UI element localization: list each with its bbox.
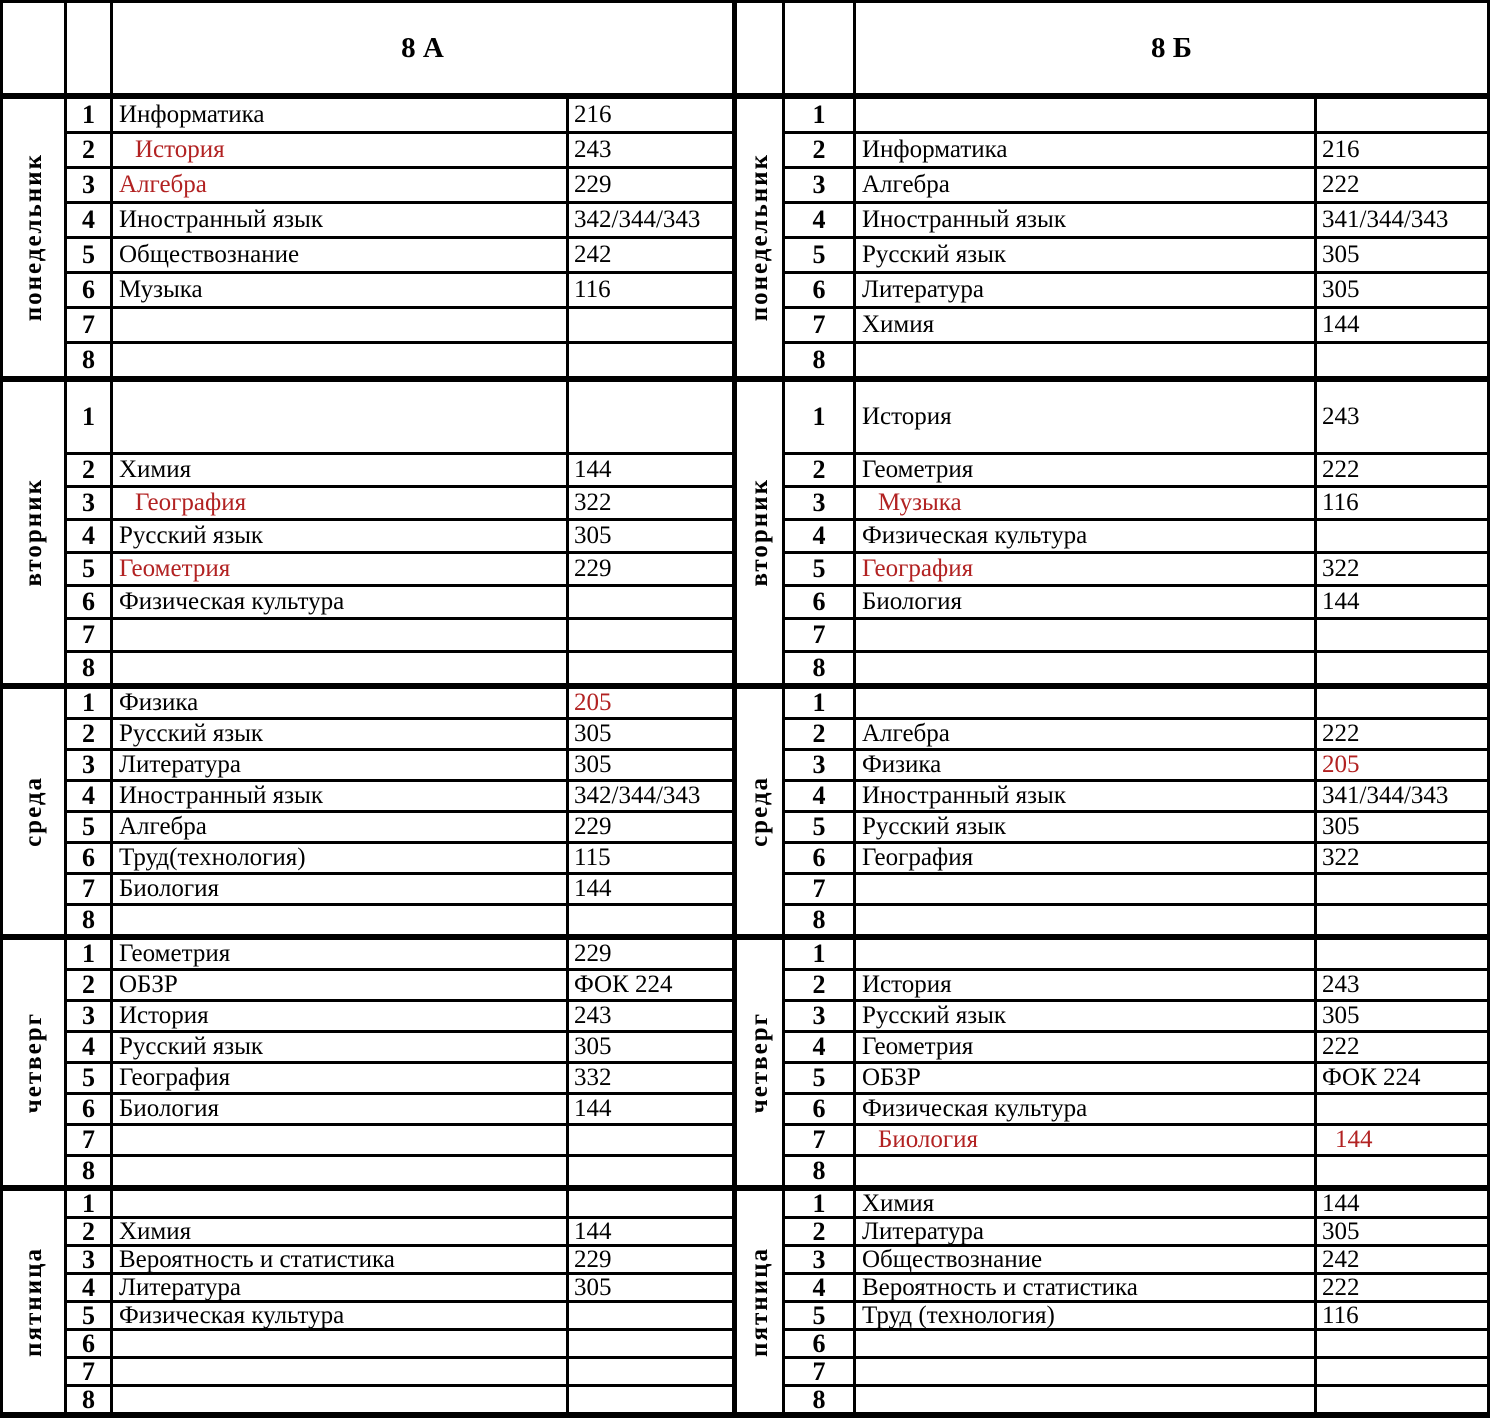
day-block [3, 940, 732, 1185]
header-num-corner-cell [67, 3, 110, 93]
subject-cell: Геометрия [856, 1033, 1314, 1061]
subject-cell [856, 1359, 1314, 1384]
subject-cell: Музыка [856, 488, 1314, 518]
lesson-number-cell: 7 [67, 875, 110, 903]
class-title: 8 Б [1151, 31, 1192, 64]
room-cell: 116 [1317, 488, 1487, 518]
lesson-number-cell: 4 [67, 204, 110, 236]
room-cell: 305 [569, 1275, 732, 1300]
lesson-number-cell: 7 [67, 1126, 110, 1154]
lesson-number-cell: 8 [67, 906, 110, 934]
day-label: среда [745, 776, 773, 847]
room-cell: 222 [1317, 720, 1487, 748]
room-cell: 144 [1317, 309, 1487, 341]
room-cell: 305 [569, 720, 732, 748]
lesson-number-cell: 6 [67, 274, 110, 306]
lesson-number-cell: 5 [785, 813, 853, 841]
subject-cell [113, 1359, 566, 1384]
subject-cell: ОБЗР [856, 1064, 1314, 1092]
subject-cell [856, 940, 1314, 968]
subject-cell: Геометрия [113, 940, 566, 968]
subject-cell: География [113, 1064, 566, 1092]
room-cell [569, 1126, 732, 1154]
subject-cell: ОБЗР [113, 971, 566, 999]
room-cell: 144 [569, 1219, 732, 1244]
class-header [3, 3, 732, 93]
lesson-number-cell: 2 [67, 134, 110, 166]
subject-cell: Обществознание [113, 239, 566, 271]
subject-cell: Музыка [113, 274, 566, 306]
lesson-number-cell: 4 [67, 1275, 110, 1300]
subject-cell [113, 1191, 566, 1216]
lesson-number-cell: 4 [67, 1033, 110, 1061]
subject-cell [113, 1157, 566, 1185]
room-cell: 341/344/343 [1317, 204, 1487, 236]
lesson-number-cell: 3 [785, 488, 853, 518]
room-cell [569, 1157, 732, 1185]
lesson-number-cell: 4 [67, 521, 110, 551]
subject-cell: Биология [113, 875, 566, 903]
room-cell [569, 1303, 732, 1328]
lesson-number-cell: 1 [785, 940, 853, 968]
day-block [737, 689, 1487, 934]
subject-cell: Биология [113, 1095, 566, 1123]
room-cell: 222 [1317, 169, 1487, 201]
lesson-number-cell: 5 [67, 1303, 110, 1328]
day-label: вторник [745, 478, 773, 587]
lesson-number-cell: 5 [67, 813, 110, 841]
room-cell [569, 344, 732, 376]
subject-cell: Химия [113, 455, 566, 485]
subject-cell: Русский язык [113, 1033, 566, 1061]
subject-cell [856, 875, 1314, 903]
lesson-number-cell: 1 [785, 1191, 853, 1216]
room-cell [1317, 653, 1487, 683]
lesson-number-cell: 2 [67, 1219, 110, 1244]
lesson-number-cell: 1 [67, 99, 110, 131]
room-cell: 341/344/343 [1317, 782, 1487, 810]
day-block [3, 99, 732, 376]
subject-cell: Вероятность и статистика [113, 1247, 566, 1272]
room-cell [1317, 1359, 1487, 1384]
day-label-cell [3, 689, 64, 934]
day-label: четверг [19, 1011, 47, 1114]
day-label: пятница [19, 1246, 47, 1357]
subject-cell [856, 344, 1314, 376]
day-block [3, 689, 732, 934]
lesson-number-cell: 4 [785, 1275, 853, 1300]
subject-cell [113, 1331, 566, 1356]
lesson-number-cell: 7 [785, 620, 853, 650]
lesson-number-cell: 8 [67, 1387, 110, 1412]
subject-cell: Физическая культура [856, 521, 1314, 551]
subject-cell: География [856, 844, 1314, 872]
subject-cell: История [856, 382, 1314, 452]
class-header [737, 3, 1487, 93]
lesson-number-cell: 8 [67, 653, 110, 683]
lesson-number-cell: 2 [785, 1219, 853, 1244]
class-title: 8 А [401, 31, 444, 64]
lesson-number-cell: 2 [785, 971, 853, 999]
header-day-corner-cell [3, 3, 64, 93]
lesson-number-cell: 7 [785, 309, 853, 341]
subject-cell: Иностранный язык [113, 782, 566, 810]
lesson-number-cell: 6 [785, 274, 853, 306]
room-cell: 229 [569, 554, 732, 584]
day-block [737, 1191, 1487, 1412]
lesson-number-cell: 3 [67, 1002, 110, 1030]
lesson-number-cell: 4 [785, 782, 853, 810]
lesson-number-cell: 7 [67, 309, 110, 341]
room-cell: 305 [1317, 1002, 1487, 1030]
lesson-number-cell: 5 [67, 239, 110, 271]
subject-cell [856, 620, 1314, 650]
subject-cell: Алгебра [113, 169, 566, 201]
lesson-number-cell: 3 [785, 169, 853, 201]
room-cell [1317, 875, 1487, 903]
day-blocks [737, 99, 1487, 1412]
subject-cell: Информатика [856, 134, 1314, 166]
day-blocks [3, 99, 732, 1412]
room-cell: 243 [569, 1002, 732, 1030]
subject-cell: География [113, 488, 566, 518]
lesson-number-cell: 5 [67, 554, 110, 584]
subject-cell: Физическая культура [113, 1303, 566, 1328]
day-label-cell [737, 1191, 782, 1412]
room-cell: 242 [569, 239, 732, 271]
subject-cell: Химия [113, 1219, 566, 1244]
lesson-number-cell: 6 [67, 1095, 110, 1123]
subject-cell [113, 653, 566, 683]
room-cell [1317, 906, 1487, 934]
subject-cell: Химия [856, 309, 1314, 341]
room-cell: 144 [1317, 587, 1487, 617]
day-label-cell [737, 689, 782, 934]
lesson-number-cell: 7 [785, 875, 853, 903]
subject-cell: История [113, 1002, 566, 1030]
room-cell [569, 906, 732, 934]
subject-cell [113, 1387, 566, 1412]
lesson-number-cell: 3 [67, 169, 110, 201]
room-cell: 144 [1317, 1126, 1487, 1154]
lesson-number-cell: 7 [67, 1359, 110, 1384]
room-cell [1317, 1095, 1487, 1123]
room-cell: 144 [569, 875, 732, 903]
lesson-number-cell: 3 [67, 488, 110, 518]
day-label-cell [3, 940, 64, 1185]
room-cell [1317, 940, 1487, 968]
subject-cell: Литература [856, 274, 1314, 306]
subject-cell: Физическая культура [856, 1095, 1314, 1123]
room-cell [569, 1387, 732, 1412]
class-title-cell [856, 3, 1487, 93]
lesson-number-cell: 6 [67, 587, 110, 617]
day-label-cell [737, 382, 782, 683]
lesson-number-cell: 5 [785, 1303, 853, 1328]
day-label-cell [3, 99, 64, 376]
day-label-cell [737, 99, 782, 376]
room-cell: 242 [1317, 1247, 1487, 1272]
room-cell: 144 [1317, 1191, 1487, 1216]
room-cell: 205 [1317, 751, 1487, 779]
room-cell: 305 [1317, 813, 1487, 841]
room-cell [569, 653, 732, 683]
subject-cell [113, 344, 566, 376]
class-section-8a [0, 0, 737, 1418]
room-cell [1317, 521, 1487, 551]
lesson-number-cell: 6 [785, 1095, 853, 1123]
subject-cell: Русский язык [856, 813, 1314, 841]
room-cell [1317, 1331, 1487, 1356]
subject-cell: Иностранный язык [113, 204, 566, 236]
room-cell: 305 [1317, 274, 1487, 306]
room-cell [1317, 344, 1487, 376]
room-cell: 305 [1317, 1219, 1487, 1244]
class-section-8b [737, 0, 1490, 1418]
room-cell: 243 [1317, 382, 1487, 452]
room-cell: 332 [569, 1064, 732, 1092]
room-cell: 222 [1317, 1033, 1487, 1061]
subject-cell: Иностранный язык [856, 782, 1314, 810]
lesson-number-cell: 1 [785, 689, 853, 717]
subject-cell: География [856, 554, 1314, 584]
subject-cell [856, 689, 1314, 717]
room-cell: 322 [1317, 844, 1487, 872]
room-cell [569, 1191, 732, 1216]
subject-cell [856, 99, 1314, 131]
lesson-number-cell: 1 [67, 940, 110, 968]
room-cell: 322 [1317, 554, 1487, 584]
room-cell [569, 620, 732, 650]
lesson-number-cell: 1 [785, 99, 853, 131]
subject-cell [113, 1126, 566, 1154]
room-cell: 216 [569, 99, 732, 131]
subject-cell: Геометрия [856, 455, 1314, 485]
room-cell [569, 382, 732, 452]
lesson-number-cell: 3 [67, 751, 110, 779]
lesson-number-cell: 8 [67, 1157, 110, 1185]
subject-cell: Русский язык [113, 720, 566, 748]
subject-cell: Литература [113, 1275, 566, 1300]
room-cell [569, 587, 732, 617]
lesson-number-cell: 2 [67, 720, 110, 748]
lesson-number-cell: 6 [67, 844, 110, 872]
lesson-number-cell: 7 [67, 620, 110, 650]
room-cell: 322 [569, 488, 732, 518]
subject-cell: Иностранный язык [856, 204, 1314, 236]
subject-cell [113, 906, 566, 934]
lesson-number-cell: 6 [67, 1331, 110, 1356]
room-cell: 305 [569, 751, 732, 779]
room-cell [1317, 1157, 1487, 1185]
subject-cell: История [113, 134, 566, 166]
lesson-number-cell: 8 [785, 1157, 853, 1185]
subject-cell: Обществознание [856, 1247, 1314, 1272]
lesson-number-cell: 8 [785, 344, 853, 376]
lesson-number-cell: 1 [785, 382, 853, 452]
subject-cell: Физика [113, 689, 566, 717]
subject-cell: Литература [856, 1219, 1314, 1244]
subject-cell: Труд(технология) [113, 844, 566, 872]
room-cell [1317, 620, 1487, 650]
day-block [737, 382, 1487, 683]
day-block [3, 382, 732, 683]
day-label-cell [3, 382, 64, 683]
room-cell: 305 [1317, 239, 1487, 271]
lesson-number-cell: 6 [785, 587, 853, 617]
subject-cell: Информатика [113, 99, 566, 131]
lesson-number-cell: 5 [67, 1064, 110, 1092]
subject-cell: Химия [856, 1191, 1314, 1216]
class-title-cell [113, 3, 732, 93]
lesson-number-cell: 4 [785, 1033, 853, 1061]
subject-cell [856, 653, 1314, 683]
lesson-number-cell: 1 [67, 382, 110, 452]
room-cell [569, 1331, 732, 1356]
lesson-number-cell: 8 [785, 653, 853, 683]
day-block [3, 1191, 732, 1412]
room-cell: 342/344/343 [569, 204, 732, 236]
day-label-cell [737, 940, 782, 1185]
subject-cell [856, 1387, 1314, 1412]
day-label: пятница [745, 1246, 773, 1357]
subject-cell: Биология [856, 1126, 1314, 1154]
lesson-number-cell: 4 [785, 204, 853, 236]
room-cell: 144 [569, 1095, 732, 1123]
lesson-number-cell: 3 [67, 1247, 110, 1272]
subject-cell: Биология [856, 587, 1314, 617]
room-cell: 243 [1317, 971, 1487, 999]
lesson-number-cell: 2 [785, 134, 853, 166]
room-cell: 222 [1317, 1275, 1487, 1300]
lesson-number-cell: 1 [67, 1191, 110, 1216]
lesson-number-cell: 5 [785, 239, 853, 271]
lesson-number-cell: 3 [785, 1247, 853, 1272]
subject-cell: Литература [113, 751, 566, 779]
lesson-number-cell: 6 [785, 1331, 853, 1356]
day-label-cell [3, 1191, 64, 1412]
lesson-number-cell: 2 [67, 455, 110, 485]
subject-cell: Физическая культура [113, 587, 566, 617]
subject-cell: Русский язык [856, 1002, 1314, 1030]
room-cell: 229 [569, 1247, 732, 1272]
lesson-number-cell: 8 [785, 906, 853, 934]
day-block [737, 99, 1487, 376]
subject-cell: Физика [856, 751, 1314, 779]
subject-cell: Алгебра [856, 169, 1314, 201]
lesson-number-cell: 5 [785, 1064, 853, 1092]
subject-cell [856, 1331, 1314, 1356]
room-cell [1317, 99, 1487, 131]
lesson-number-cell: 4 [785, 521, 853, 551]
subject-cell: Русский язык [856, 239, 1314, 271]
subject-cell: Алгебра [113, 813, 566, 841]
room-cell: 229 [569, 813, 732, 841]
subject-cell [113, 382, 566, 452]
subject-cell [856, 906, 1314, 934]
subject-cell: Вероятность и статистика [856, 1275, 1314, 1300]
room-cell: 205 [569, 689, 732, 717]
lesson-number-cell: 7 [785, 1126, 853, 1154]
room-cell: ФОК 224 [569, 971, 732, 999]
room-cell: 342/344/343 [569, 782, 732, 810]
room-cell: 144 [569, 455, 732, 485]
lesson-number-cell: 8 [785, 1387, 853, 1412]
header-num-corner-cell [785, 3, 853, 93]
lesson-number-cell: 2 [67, 971, 110, 999]
room-cell: 216 [1317, 134, 1487, 166]
room-cell: 229 [569, 169, 732, 201]
subject-cell [113, 309, 566, 341]
lesson-number-cell: 2 [785, 720, 853, 748]
lesson-number-cell: 3 [785, 1002, 853, 1030]
subject-cell [113, 620, 566, 650]
lesson-number-cell: 6 [785, 844, 853, 872]
room-cell [1317, 689, 1487, 717]
room-cell: 116 [1317, 1303, 1487, 1328]
subject-cell: Русский язык [113, 521, 566, 551]
room-cell [1317, 1387, 1487, 1412]
subject-cell: Геометрия [113, 554, 566, 584]
lesson-number-cell: 7 [785, 1359, 853, 1384]
room-cell: 229 [569, 940, 732, 968]
day-block [737, 940, 1487, 1185]
day-label: вторник [19, 478, 47, 587]
room-cell: ФОК 224 [1317, 1064, 1487, 1092]
lesson-number-cell: 1 [67, 689, 110, 717]
room-cell: 243 [569, 134, 732, 166]
lesson-number-cell: 3 [785, 751, 853, 779]
room-cell: 305 [569, 1033, 732, 1061]
lesson-number-cell: 4 [67, 782, 110, 810]
day-label: четверг [745, 1011, 773, 1114]
subject-cell: История [856, 971, 1314, 999]
subject-cell [856, 1157, 1314, 1185]
subject-cell: Труд (технология) [856, 1303, 1314, 1328]
header-day-corner-cell [737, 3, 782, 93]
day-label: понедельник [745, 153, 773, 322]
room-cell: 115 [569, 844, 732, 872]
day-label: понедельник [19, 153, 47, 322]
day-label: среда [19, 776, 47, 847]
room-cell [569, 309, 732, 341]
room-cell: 305 [569, 521, 732, 551]
subject-cell: Алгебра [856, 720, 1314, 748]
room-cell: 116 [569, 274, 732, 306]
lesson-number-cell: 2 [785, 455, 853, 485]
room-cell: 222 [1317, 455, 1487, 485]
room-cell [569, 1359, 732, 1384]
lesson-number-cell: 5 [785, 554, 853, 584]
lesson-number-cell: 8 [67, 344, 110, 376]
